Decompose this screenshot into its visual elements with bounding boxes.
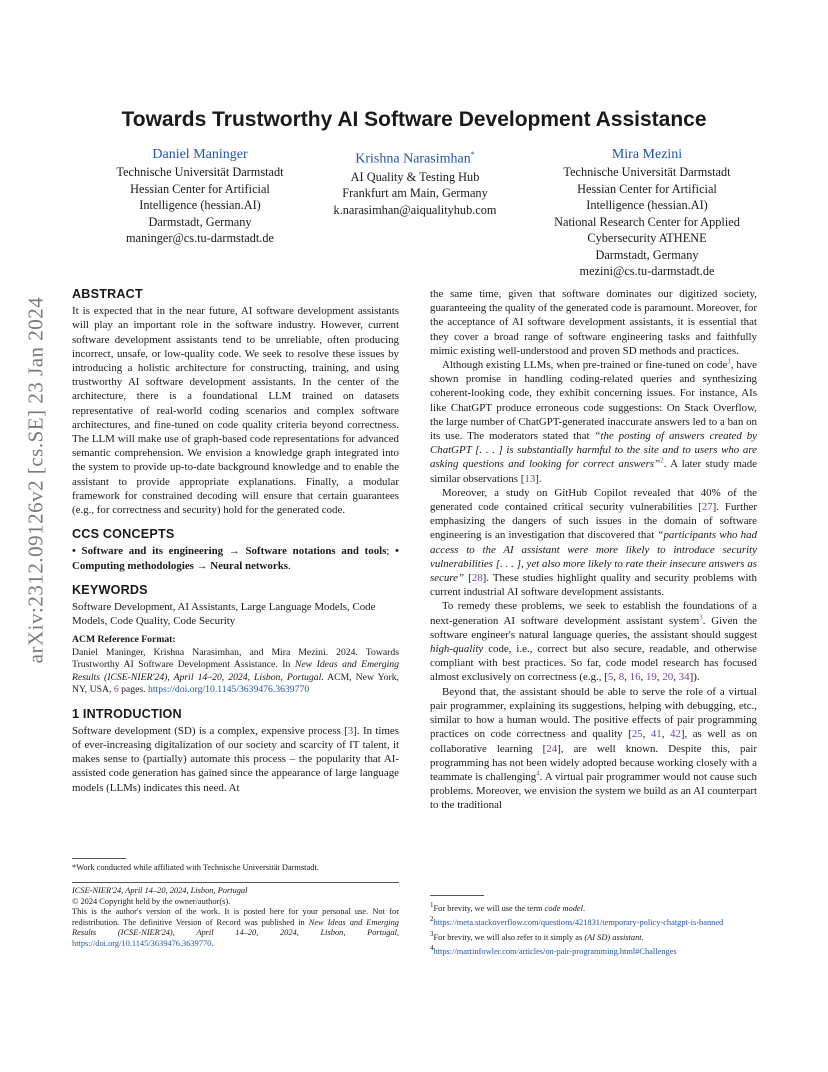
citation-link[interactable]: 5 xyxy=(607,671,614,684)
footnote-marker[interactable]: 4 xyxy=(536,769,540,778)
ccs-heading: CCS CONCEPTS xyxy=(72,527,175,542)
left-column xyxy=(72,287,399,795)
affiliation-line: Darmstadt, Germany xyxy=(595,247,699,262)
author-name[interactable]: Daniel Maninger xyxy=(152,147,248,162)
affiliation-line: Technische Universität Darmstadt xyxy=(563,165,731,179)
abstract-text: It is expected that in the near future, AI software development assistants will play an important role in the software industry. However, current software development assistants tend to be unreliable, often producing incorrect, unsafe, or low-quality code. We seek to resolve these issues by introducing a holistic architecture for constructing, training, and using trustworthy AI software development assistants. In the center of the architecture, there is a foundational LLM trained on datasets representative of real-world coding scenarios and complex software architectures, and fine-tuned on code quality criteria beyond correctness. The LLM will make use of graph-based code representations for advanced semantic comprehension. We envision a knowledge graph integrated into the system to provide up-to-date background knowledge and to enable the assistant to provide appropriate explanations. Finally, a modular framework for constrained decoding will ensure that certain guarantees (e.g., for correctness and security) hold for the generated code. xyxy=(72,305,399,517)
doi-link[interactable]: https://doi.org/10.1145/3639476.3639770 xyxy=(147,684,310,696)
author-block-3 xyxy=(522,146,772,280)
citation-link[interactable]: 28 xyxy=(471,572,483,585)
copyright-line: © 2024 Copyright held by the owner/author(s). xyxy=(72,896,231,906)
affiliation-line: Technische Universität Darmstadt xyxy=(116,165,284,179)
right-column xyxy=(430,287,757,813)
footnote-item: $^2$https://meta.stackoverflow.com/questions/421831/temporary-policy-chatgpt-is-banned xyxy=(430,915,724,928)
left-footer xyxy=(72,858,399,948)
introduction-heading: 1 INTRODUCTION xyxy=(72,706,182,721)
introduction-paragraph: Software development (SD) is a complex, expensive process [3]. In times of ever-increasing digitalization of our society and scarcity of IT talent, it makes sense to (partially) automate this process – the popularity that AI-assisted code generation has gained since the appearance of large language models (LLMs) indicates this need. At xyxy=(72,724,399,794)
right-footnotes xyxy=(430,895,757,958)
citation-link[interactable]: 20 xyxy=(662,671,674,684)
affiliation-line: Darmstadt, Germany xyxy=(148,214,252,229)
author-email: k.narasimhan@aiqualityhub.com xyxy=(333,202,497,217)
footnote-link[interactable]: https://meta.stackoverflow.com/questions/421831/temporary-policy-chatgpt-is-banned xyxy=(433,918,724,928)
footnote-item: $^1$For brevity, we will use the term code model. xyxy=(430,901,586,913)
citation-link[interactable]: 41 xyxy=(650,728,662,741)
footnote-marker[interactable]: 2 xyxy=(660,456,664,465)
pages-link[interactable]: 6 xyxy=(113,684,119,696)
paper-title: Towards Trustworthy AI Software Development Assistance xyxy=(121,108,707,131)
author-block-1 xyxy=(85,146,315,247)
footnote-marker[interactable]: 3 xyxy=(699,613,703,622)
body-paragraph: Although existing LLMs, when pre-trained or fine-tuned on code$^1$, have shown promise in handling coding-related queries and synthesizing coherent-looking code, they exhibit concerning issues. For instance, AIs like ChatGPT produce erroneous code suggestions: On Stack Overflow, the large number of ChatGPT-generated inaccurate answers led to a ban on its use. The moderators stated that “the posting of answers created by ChatGPT [. . . ] is substantially harmful to the site and to users who are asking questions and looking for correct answers”$^2$. A later study made similar observations [13]. xyxy=(430,357,757,485)
footnote-item: $^4$https://martinfowler.com/articles/on-pair-programming.html#Challenges xyxy=(430,944,677,956)
doi-link[interactable]: https://doi.org/10.1145/3639476.3639770 xyxy=(72,938,212,948)
affiliation-line: Intelligence (hessian.AI) xyxy=(586,198,708,212)
keywords-heading: KEYWORDS xyxy=(72,582,148,597)
acm-reference-label: ACM Reference Format: xyxy=(72,634,176,646)
citation-link[interactable]: 24 xyxy=(546,742,558,755)
author-name[interactable]: Krishna Narasimhan* xyxy=(355,150,475,167)
affiliation-line: Frankfurt am Main, Germany xyxy=(342,186,488,201)
author-email: mezini@cs.tu-darmstadt.de xyxy=(579,264,715,278)
body-paragraph: To remedy these problems, we seek to establish the foundations of a next-generation AI software development assistant system$^3$. Given the software engineer's natural language queries, the assistant should suggest high-quality code, i.e., correct but also secure, readable, and otherwise compliant with best practices. So far, code model research has focused almost exclusively on correctness (e.g., [5, 8, 16, 19, 20, 34]). xyxy=(430,600,757,684)
citation-link[interactable]: 16 xyxy=(629,671,641,684)
affiliation-line: AI Quality & Testing Hub xyxy=(350,169,480,184)
footnote-rule xyxy=(72,858,126,859)
body-paragraph: the same time, given that software dominates our digitized society, guaranteeing the quality of the generated code is paramount. Moreover, for the acceptance of AI software development assistants, it is essential that they cover a broad range of software engineering tasks and faithfully mimic existing well-understood and proven SD methods and practices. xyxy=(430,288,757,357)
arxiv-identifier: arXiv:2312.09126v2 [cs.SE] 23 Jan 2024 xyxy=(23,296,48,664)
citation-link[interactable]: 8 xyxy=(618,671,625,684)
footnote-rule xyxy=(430,895,484,896)
citation-link[interactable]: 25 xyxy=(631,728,643,741)
footnote-marker[interactable]: 1 xyxy=(727,357,731,366)
abstract-heading: ABSTRACT xyxy=(72,287,143,301)
footnote-link[interactable]: https://martinfowler.com/articles/on-pair-programming.html#Challenges xyxy=(433,946,677,956)
citation-link[interactable]: 34 xyxy=(678,671,690,684)
author-footnote-mark: * xyxy=(470,150,475,159)
affiliation-line: National Research Center for Applied xyxy=(554,214,740,229)
body-paragraph: Moreover, a study on GitHub Copilot revealed that 40% of the generated code contained critical security vulnerabilities [27]. Further emphasizing the dangers of such issues in the domain of software engineering is an investigation that discovered that “participants who had access to the AI assistant were more likely to introduce security vulnerabilities [. . . ], yet also more likely to rate their insecure answers as secure” [28]. These studies highlight quality and security problems with current industrial AI software development assistants. xyxy=(430,486,757,599)
author-block-2 xyxy=(300,146,530,218)
author-footnote: *Work conducted while affiliated with Technische Universität Darmstadt. xyxy=(72,863,319,872)
acm-reference: ACM Reference Format: Daniel Maninger, Krishna Narasimhan, and Mira Mezini. 2024. Towards Trustworthy AI Software Development Assistance. In New Ideas and Emerging Results (ICSE-NIER'24), April 14–20, 2024, Lisbon, Portugal. ACM, New York, NY, USA, 6 pages. https://doi.org/10.1145/3639476.3639770 xyxy=(72,634,399,696)
venue-line: ICSE-NIER'24, April 14–20, 2024, Lisbon, Portugal xyxy=(72,886,248,895)
affiliation-line: Hessian Center for Artificial xyxy=(130,181,270,196)
citation-link[interactable]: 42 xyxy=(669,728,681,741)
citation-link[interactable]: 3 xyxy=(347,724,354,737)
citation-link[interactable]: 27 xyxy=(701,501,713,514)
affiliation-line: Hessian Center for Artificial xyxy=(577,181,717,196)
affiliation-line: Cybersecurity ATHENE xyxy=(587,231,707,245)
citation-link[interactable]: 13 xyxy=(524,472,536,485)
footnote-item: $^3$For brevity, we will also refer to it simply as (AI SD) assistant. xyxy=(430,929,644,942)
author-name[interactable]: Mira Mezini xyxy=(611,147,683,162)
ccs-concepts: • Software and its engineering → Software notations and tools; • Computing methodologies → Neural networks. xyxy=(72,545,399,572)
author-email: maninger@cs.tu-darmstadt.de xyxy=(126,231,274,245)
citation-link[interactable]: 19 xyxy=(645,671,657,684)
body-paragraph: Beyond that, the assistant should be able to serve the role of a virtual pair programmer, explaining its suggestions, helping with debugging, etc., similar to how a human would. The positive effects of pair programming practices on code correctness and quality [25, 41, 42], as well as on collaborative learning [24], are well known. Despite this, pair programming has not been widely adopted because working closely with a teammate is challenging$^4$. A virtual pair programmer would not cause such problems. Moreover, we envision the system we build as an AI counterpart to the traditional xyxy=(430,685,758,812)
affiliation-line: Intelligence (hessian.AI) xyxy=(139,198,261,212)
keywords-text: Software Development, AI Assistants, Large Language Models, Code Models, Code Quality, Code Security xyxy=(72,601,376,628)
version-note: This is the author's version of the work. It is posted here for your personal use. Not for redistribution. The definitive Version of Record was published in New Ideas and Emerging Results (ICSE-NIER'24), April 14–20, 2024, Lisbon, Portugal, https://doi.org/10.1145/3639476.3639770. xyxy=(72,907,399,948)
copyright-block xyxy=(72,882,399,950)
